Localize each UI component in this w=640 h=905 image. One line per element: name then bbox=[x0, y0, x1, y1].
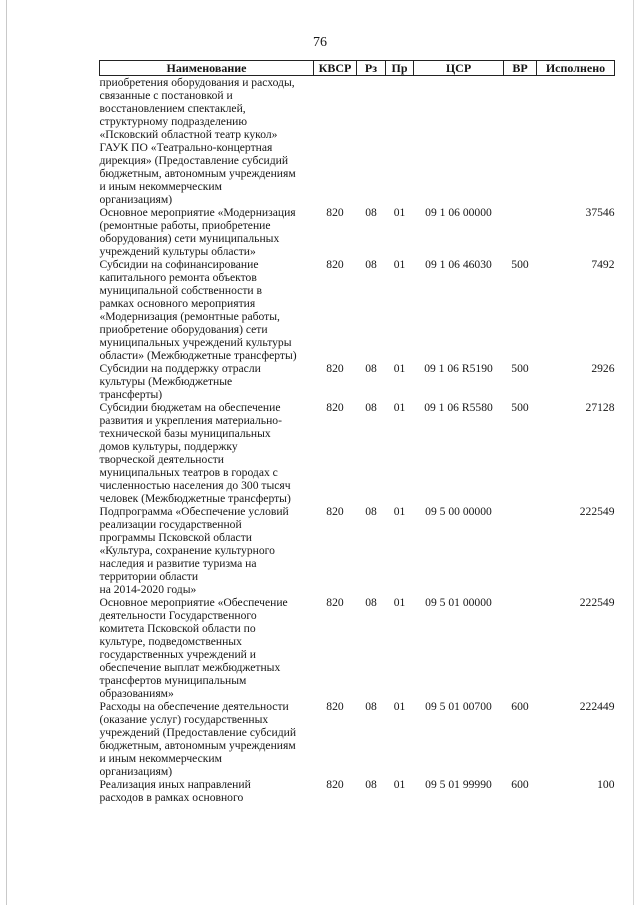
amount-cell: 37546 bbox=[585, 206, 615, 219]
amount-cell: 27128 bbox=[585, 401, 615, 414]
vr-cell bbox=[504, 206, 537, 258]
name-line: муниципальной собственности в bbox=[99, 284, 262, 297]
pr-cell: 01 bbox=[393, 401, 406, 414]
rz-cell bbox=[357, 76, 386, 207]
table-row bbox=[100, 362, 615, 401]
csr-cell: 09 1 06 R5580 bbox=[424, 401, 493, 414]
name-line: восстановлением спектаклей, bbox=[99, 102, 246, 115]
rz-cell: 08 bbox=[365, 596, 377, 609]
name-line: домов культуры, поддержку bbox=[99, 440, 238, 453]
kvsr-cell: 820 bbox=[326, 401, 344, 414]
vr-cell: 600 bbox=[511, 778, 529, 791]
scan-edge-left bbox=[6, 0, 7, 905]
vr-cell: 500 bbox=[511, 362, 529, 375]
row-name-cell bbox=[100, 778, 314, 804]
rz-cell: 08 bbox=[365, 206, 377, 219]
name-line: Подпрограмма «Обеспечение условий bbox=[99, 505, 289, 518]
vr-cell: 500 bbox=[511, 258, 529, 271]
table-header bbox=[100, 61, 615, 76]
pr-cell: 01 bbox=[393, 505, 406, 518]
name-line: «Культура, сохранение культурного bbox=[99, 544, 275, 557]
name-line: творческой деятельности bbox=[99, 453, 224, 466]
name-line: муниципальных учреждений культуры bbox=[99, 336, 292, 349]
kvsr-cell bbox=[314, 76, 357, 207]
row-name-cell bbox=[100, 596, 314, 700]
name-line: «Модернизация (ремонтные работы, bbox=[99, 310, 280, 323]
name-line: человек (Межбюджетные трансферты) bbox=[99, 492, 291, 505]
table-body bbox=[100, 76, 615, 805]
name-line: реализации государственной bbox=[99, 518, 242, 531]
name-line: муниципальных театров в городах с bbox=[99, 466, 278, 479]
name-line: развития и укрепления материально- bbox=[99, 414, 282, 427]
pr-cell: 01 bbox=[393, 778, 406, 791]
rz-cell: 08 bbox=[365, 362, 377, 375]
column-header-name: Наименование bbox=[100, 61, 314, 76]
csr-cell: 09 1 06 00000 bbox=[425, 206, 492, 219]
name-line: трансферты) bbox=[99, 388, 163, 401]
kvsr-cell: 820 bbox=[326, 505, 344, 518]
name-line: культуре, подведомственных bbox=[99, 635, 242, 648]
pr-cell: 01 bbox=[393, 258, 406, 271]
row-name-cell bbox=[100, 258, 314, 362]
name-line: бюджетным, автономным учреждениям bbox=[99, 167, 296, 180]
name-line: Субсидии на софинансирование bbox=[99, 258, 259, 271]
name-line: оборудования) сети муниципальных bbox=[99, 232, 280, 245]
name-line: организациям) bbox=[99, 193, 173, 206]
amount-cell: 222549 bbox=[579, 596, 615, 609]
name-line: Расходы на обеспечение деятельности bbox=[99, 700, 289, 713]
amount-cell: 7492 bbox=[591, 258, 615, 271]
name-line: учреждений культуры области» bbox=[99, 245, 256, 258]
vr-cell: 500 bbox=[511, 401, 529, 414]
column-header-kvsr: КВСР bbox=[314, 61, 357, 76]
page-number: 76 bbox=[313, 35, 327, 50]
column-header-amount: Исполнено bbox=[537, 61, 615, 76]
pr-cell: 01 bbox=[393, 362, 406, 375]
kvsr-cell: 820 bbox=[326, 206, 344, 219]
rz-cell: 08 bbox=[365, 778, 377, 791]
row-name-cell bbox=[100, 505, 314, 596]
kvsr-cell: 820 bbox=[326, 258, 344, 271]
pr-cell: 01 bbox=[393, 700, 406, 713]
amount-cell: 100 bbox=[597, 778, 615, 791]
kvsr-cell: 820 bbox=[326, 362, 344, 375]
csr-cell: 09 5 00 00000 bbox=[425, 505, 492, 518]
table-row bbox=[100, 700, 615, 778]
table-row bbox=[100, 505, 615, 596]
name-line: области» (Межбюджетные трансферты) bbox=[99, 349, 297, 362]
rz-cell: 08 bbox=[365, 401, 377, 414]
vr-cell bbox=[504, 596, 537, 700]
name-line: «Псковский областной театр кукол» bbox=[99, 128, 278, 141]
row-name-cell bbox=[100, 206, 314, 258]
name-line: Субсидии на поддержку отрасли bbox=[99, 362, 261, 375]
table-row bbox=[100, 401, 615, 505]
csr-cell: 09 5 01 00000 bbox=[425, 596, 492, 609]
table-row bbox=[100, 596, 615, 700]
name-line: Основное мероприятие «Модернизация bbox=[99, 206, 296, 219]
name-line: рамках основного мероприятия bbox=[99, 297, 256, 310]
csr-cell: 09 5 01 99990 bbox=[425, 778, 492, 791]
column-header-vr: ВР bbox=[504, 61, 537, 76]
pr-cell: 01 bbox=[393, 206, 406, 219]
name-line: ГАУК ПО «Театрально-концертная bbox=[99, 141, 273, 154]
csr-cell: 09 5 01 00700 bbox=[425, 700, 492, 713]
name-line: учреждений (Предоставление субсидий bbox=[99, 726, 297, 739]
name-line: Основное мероприятие «Обеспечение bbox=[99, 596, 288, 609]
kvsr-cell: 820 bbox=[326, 778, 344, 791]
amount-cell: 222449 bbox=[579, 700, 615, 713]
name-line: Субсидии бюджетам на обеспечение bbox=[99, 401, 281, 414]
name-line: деятельности Государственного bbox=[99, 609, 257, 622]
name-line: культуры (Межбюджетные bbox=[99, 375, 233, 388]
name-line: наследия и развитие туризма на bbox=[99, 557, 257, 570]
name-line: обеспечение выплат межбюджетных bbox=[99, 661, 281, 674]
name-line: и иным некоммерческим bbox=[99, 752, 222, 765]
csr-cell: 09 1 06 46030 bbox=[425, 258, 492, 271]
name-line: технической базы муниципальных bbox=[99, 427, 271, 440]
name-line: на 2014-2020 годы» bbox=[99, 583, 197, 596]
rz-cell: 08 bbox=[365, 505, 377, 518]
pr-cell: 01 bbox=[393, 596, 406, 609]
scan-edge-right bbox=[633, 0, 634, 905]
column-header-pr: Пр bbox=[386, 61, 414, 76]
amount-cell: 2926 bbox=[591, 362, 615, 375]
vr-cell: 600 bbox=[511, 700, 529, 713]
name-line: государственных учреждений и bbox=[99, 648, 256, 661]
column-header-rz: Рз bbox=[357, 61, 386, 76]
column-header-csr: ЦСР bbox=[414, 61, 504, 76]
amount-cell bbox=[537, 76, 615, 207]
row-name-cell bbox=[100, 401, 314, 505]
row-name-cell bbox=[100, 362, 314, 401]
row-name-cell bbox=[100, 76, 314, 207]
table-row bbox=[100, 778, 615, 804]
pr-cell bbox=[386, 76, 414, 207]
header-row bbox=[100, 61, 615, 76]
row-name-cell bbox=[100, 700, 314, 778]
rz-cell: 08 bbox=[365, 258, 377, 271]
name-line: программы Псковской области bbox=[99, 531, 252, 544]
table-row bbox=[100, 206, 615, 258]
name-line: (ремонтные работы, приобретение bbox=[99, 219, 271, 232]
name-line: структурному подразделению bbox=[99, 115, 248, 128]
name-line: капитального ремонта объектов bbox=[99, 271, 257, 284]
name-line: бюджетным, автономным учреждениям bbox=[99, 739, 296, 752]
name-line: образованиям» bbox=[99, 687, 174, 700]
kvsr-cell: 820 bbox=[326, 596, 344, 609]
name-line: дирекция» (Предоставление субсидий bbox=[99, 154, 289, 167]
csr-cell: 09 1 06 R5190 bbox=[424, 362, 493, 375]
name-line: численностью населения до 300 тысяч bbox=[99, 479, 291, 492]
name-line: трансфертов муниципальным bbox=[99, 674, 247, 687]
name-line: комитета Псковской области по bbox=[99, 622, 256, 635]
name-line: и иным некоммерческим bbox=[99, 180, 222, 193]
table-row bbox=[100, 258, 615, 362]
name-line: организациям) bbox=[99, 765, 173, 778]
rz-cell: 08 bbox=[365, 700, 377, 713]
budget-table bbox=[99, 60, 615, 804]
vr-cell bbox=[504, 505, 537, 596]
amount-cell: 222549 bbox=[579, 505, 615, 518]
kvsr-cell: 820 bbox=[326, 700, 344, 713]
name-line: (оказание услуг) государственных bbox=[99, 713, 269, 726]
name-line: приобретения оборудования и расходы, bbox=[99, 76, 295, 89]
name-line: расходов в рамках основного bbox=[99, 791, 244, 804]
name-line: территории области bbox=[99, 570, 199, 583]
table-row bbox=[100, 76, 615, 207]
name-line: связанные с постановкой и bbox=[99, 89, 233, 102]
name-line: приобретение оборудования) сети bbox=[99, 323, 268, 336]
name-line: Реализация иных направлений bbox=[99, 778, 251, 791]
csr-cell bbox=[414, 76, 504, 207]
vr-cell bbox=[504, 76, 537, 207]
